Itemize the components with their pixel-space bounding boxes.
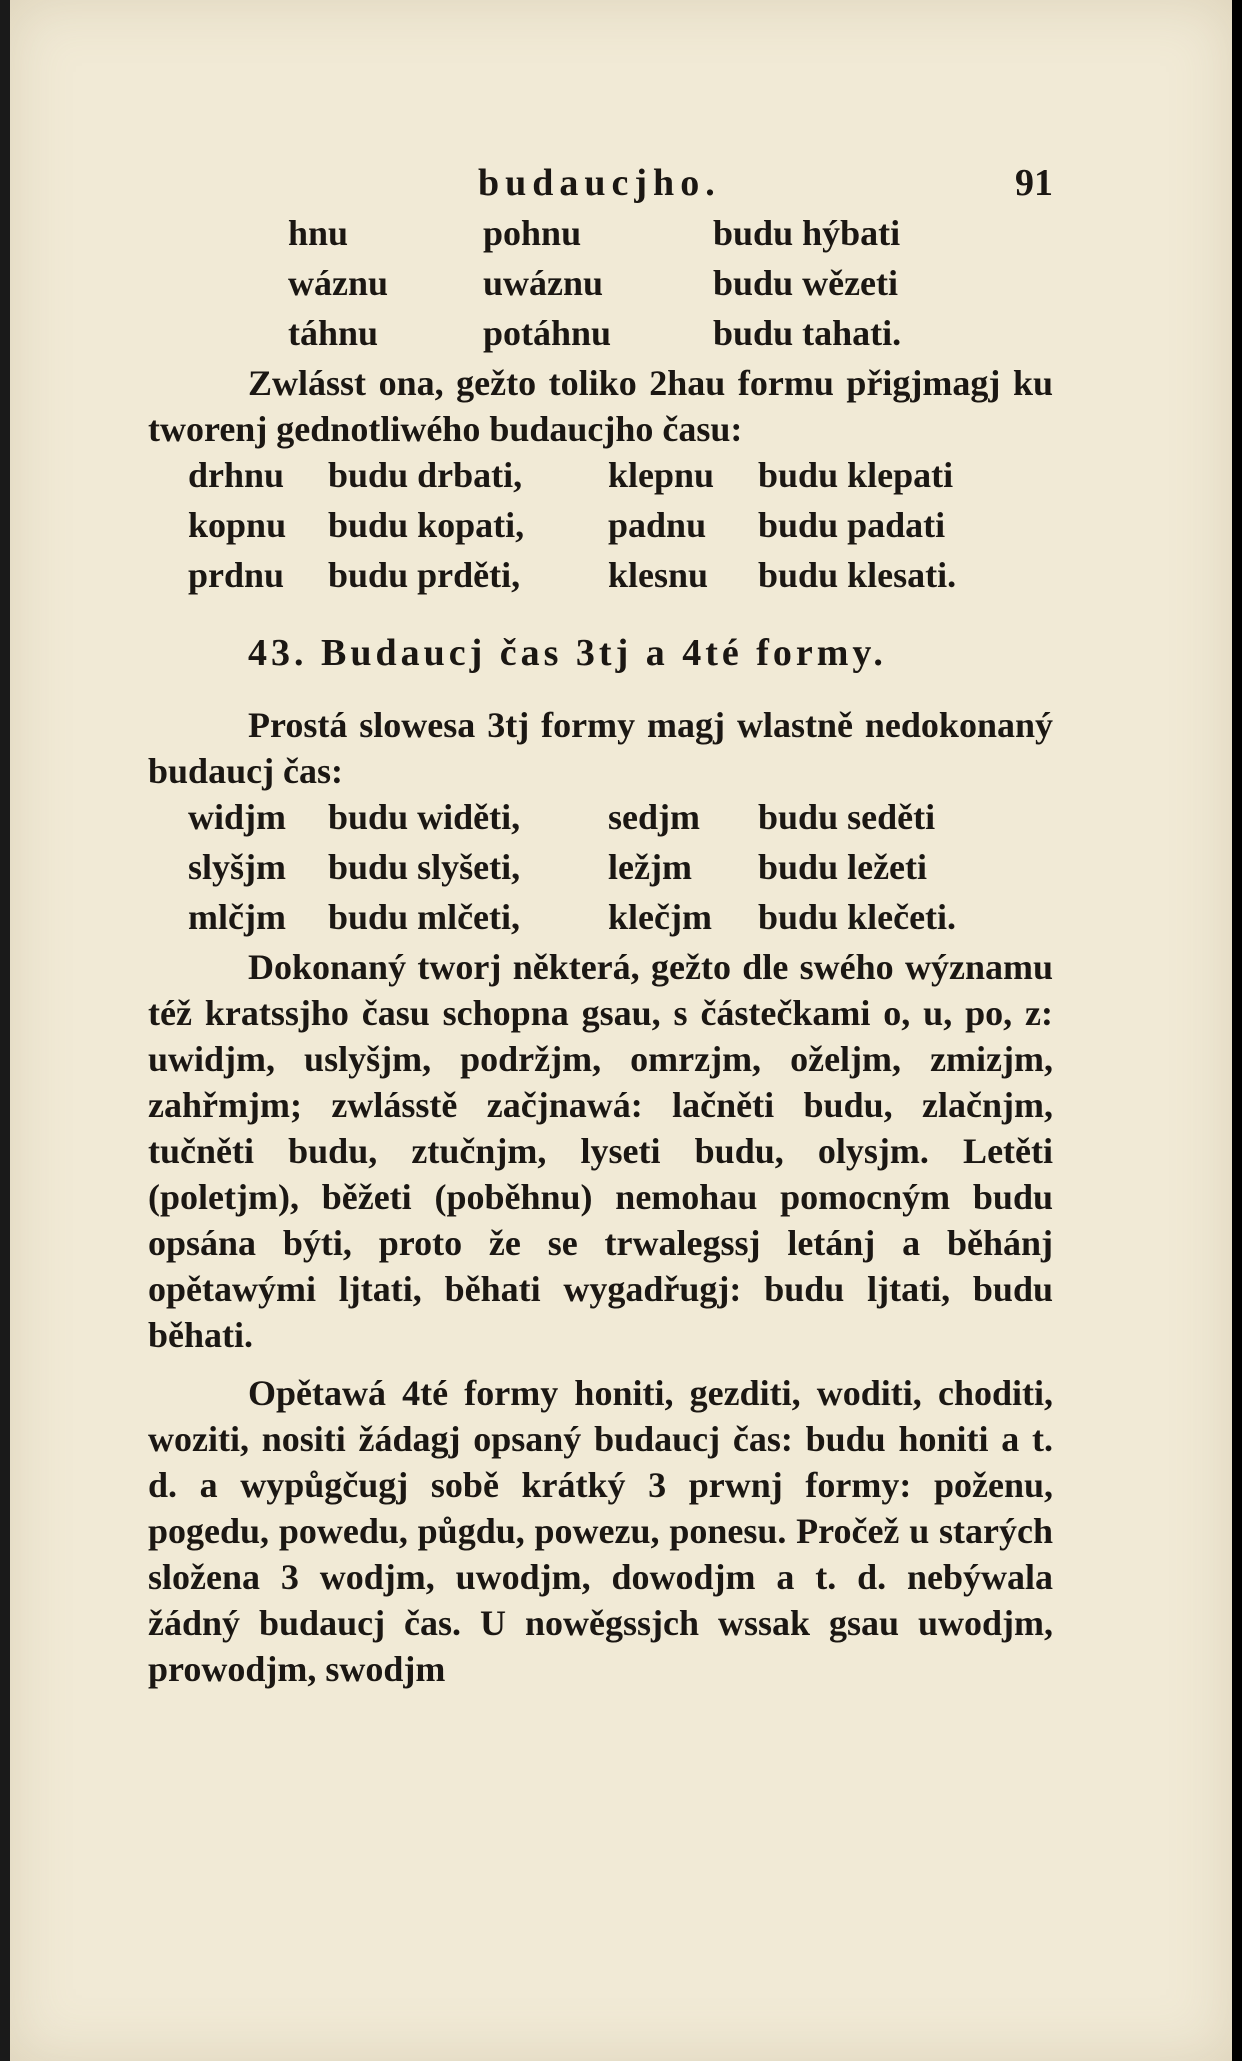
scan-border-right xyxy=(1232,0,1242,2061)
table-cell: hnu xyxy=(288,213,349,253)
table-cell: klesnu xyxy=(608,555,709,595)
paragraph: Dokonaný tworj některá, gežto dle swého wýznamu též kratssjho času schopna gsau, s částečkami o, u, po, z: uwidjm, uslyšjm, podržjm, omrzjm, oželjm, zmizjm, zahřmjm; zwlásstě začjnawá: lačněti budu, zlačnjm, tučněti budu, ztučnjm, lyseti budu, olysjm. Letěti (poletjm), běžeti (poběhnu) nemohau pomocným budu opsána býti, proto že se trwalegssj letánj a běhánj opětawými ljtati, běhati wygadřugj: budu ljtati, budu běhati. xyxy=(148,947,1053,1355)
table-cell: potáhnu xyxy=(483,313,612,353)
paragraph: Opětawá 4té formy honiti, gezditi, woditi, choditi, woziti, nositi žádagj opsaný budaucj čas: budu honiti a t. d. a wypůgčugj sobě krátký 3 prwnj formy: poženu, pogedu, powedu, půgdu, powezu, ponesu. Pročež u starých složena 3 wodjm, uwodjm, dowodjm a t. d. nebýwala žádný budaucj čas. U nowěgssjch wssak gsau uwodjm, prowodjm, swodjm xyxy=(148,1373,1053,1689)
paragraph: Zwlásst ona, gežto toliko 2hau formu přigjmagj ku tworenj gednotliwého budaucjho času: xyxy=(148,363,1053,449)
table-cell: drhnu xyxy=(188,455,285,495)
table-row xyxy=(148,452,1053,502)
page-number: 91 xyxy=(1015,162,1053,204)
table-cell: budu klepati xyxy=(758,455,954,495)
table-row xyxy=(148,794,1053,844)
table-cell: budu widěti, xyxy=(328,797,521,837)
conjugation-table-1 xyxy=(148,210,1053,360)
table-cell: budu kopati, xyxy=(328,505,525,545)
table-cell: klečjm xyxy=(608,897,712,937)
paragraph: Prostá slowesa 3tj formy magj wlastně nedokonaný budaucj čas: xyxy=(148,705,1053,791)
table-cell: wáznu xyxy=(288,263,389,303)
running-head: budaucjho. xyxy=(478,162,721,204)
table-cell: klepnu xyxy=(608,455,715,495)
table-cell: widjm xyxy=(188,797,286,837)
table-cell: padnu xyxy=(608,505,707,545)
table-cell: budu wězeti xyxy=(713,263,899,303)
table-row xyxy=(148,844,1053,894)
table-row xyxy=(148,552,1053,602)
table-cell: uwáznu xyxy=(483,263,604,303)
table-cell: kopnu xyxy=(188,505,287,545)
table-cell: budu padati xyxy=(758,505,946,545)
table-cell: budu klesati. xyxy=(758,555,957,595)
table-cell: budu prděti, xyxy=(328,555,521,595)
table-cell: budu slyšeti, xyxy=(328,847,521,887)
table-row xyxy=(148,502,1053,552)
page-header xyxy=(148,150,1053,210)
table-cell: ležjm xyxy=(608,847,692,887)
table-row xyxy=(148,260,1053,310)
book-page xyxy=(10,0,1232,2061)
table-cell: budu drbati, xyxy=(328,455,523,495)
table-cell: budu tahati. xyxy=(713,313,902,353)
table-row xyxy=(148,894,1053,944)
conjugation-table-2 xyxy=(148,452,1053,602)
table-cell: budu ležeti xyxy=(758,847,928,887)
page-content xyxy=(148,150,1053,1692)
table-cell: táhnu xyxy=(288,313,379,353)
table-cell: sedjm xyxy=(608,797,700,837)
conjugation-table-3 xyxy=(148,794,1053,944)
table-cell: mlčjm xyxy=(188,897,286,937)
section-heading: 43. Budaucj čas 3tj a 4té formy. xyxy=(248,632,887,674)
table-cell: budu klečeti. xyxy=(758,897,957,937)
table-row xyxy=(148,210,1053,260)
table-cell: pohnu xyxy=(483,213,582,253)
table-cell: slyšjm xyxy=(188,847,286,887)
table-cell: budu hýbati xyxy=(713,213,901,253)
scan-border-left xyxy=(0,0,10,2061)
table-cell: prdnu xyxy=(188,555,285,595)
table-cell: budu seděti xyxy=(758,797,936,837)
table-row xyxy=(148,310,1053,360)
table-cell: budu mlčeti, xyxy=(328,897,521,937)
